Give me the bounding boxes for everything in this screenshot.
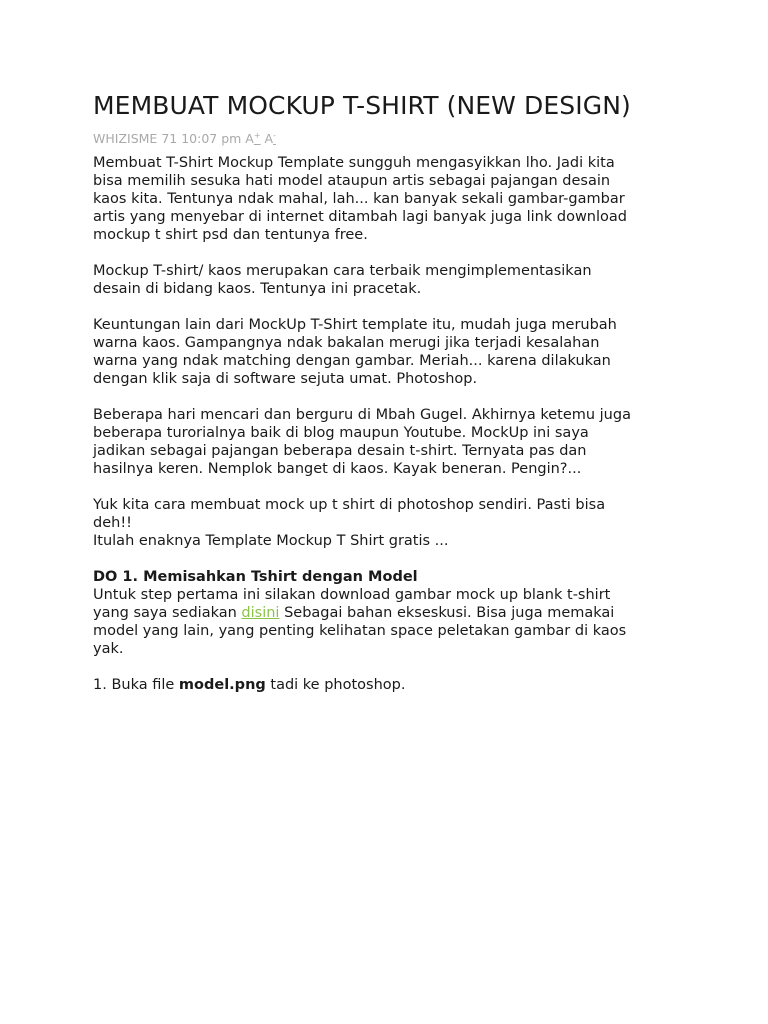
text-line: artis yang menyebar di internet ditambah lagi banyak juga link download — [93, 209, 627, 226]
text-line: Keuntungan lain dari MockUp T-Shirt template itu, mudah juga merubah — [93, 317, 617, 334]
font-decrease-button[interactable] — [265, 128, 276, 147]
paragraph-5 — [93, 496, 683, 550]
author-name[interactable]: WHIZISME — [93, 131, 158, 147]
text-line: deh!! — [93, 515, 132, 532]
text-line: Yuk kita cara membuat mock up t shirt di photoshop sendiri. Pasti bisa — [93, 497, 606, 514]
article-body — [93, 154, 683, 694]
section-heading — [93, 568, 683, 586]
text-fragment: Sebagai bahan ekseskusi. Bisa juga memakai — [284, 605, 615, 622]
paragraph-2 — [93, 262, 683, 298]
section-do-1 — [93, 568, 683, 658]
font-increase-sup: + — [253, 131, 261, 140]
post-day: 71 — [161, 131, 178, 147]
article — [93, 88, 683, 694]
text-line: warna yang ndak matching dengan gambar. Meriah... karena dilakukan — [93, 353, 611, 370]
text-line: warna kaos. Gampangnya ndak bakalan merugi jika terjadi kesalahan — [93, 335, 600, 352]
download-link[interactable]: disini — [241, 605, 280, 622]
text-line: dengan klik saja di software sejuta umat. Photoshop. — [93, 371, 478, 388]
article-meta — [93, 128, 683, 147]
text-line: Beberapa hari mencari dan berguru di Mbah Gugel. Akhirnya ketemu juga — [93, 407, 631, 424]
text-line: Membuat T-Shirt Mockup Template sungguh mengasyikkan lho. Jadi kita — [93, 155, 615, 172]
text-line: hasilnya keren. Nemplok banget di kaos. Kayak beneran. Pengin?... — [93, 461, 582, 478]
article-title: MEMBUAT MOCKUP T-SHIRT (NEW DESIGN) — [93, 91, 631, 120]
font-increase-label: A — [245, 131, 254, 147]
text-line: Itulah enaknya Template Mockup T Shirt gratis ... — [93, 533, 449, 550]
text-line: Untuk step pertama ini silakan download gambar mock up blank t-shirt — [93, 587, 611, 604]
text-line: jadikan sebagai pajangan beberapa desain t-shirt. Ternyata pas dan — [93, 443, 587, 460]
font-increase-button[interactable] — [245, 128, 260, 147]
section-heading-text: Memisahkan Tshirt dengan Model — [143, 569, 418, 586]
step-1 — [93, 676, 683, 694]
paragraph-1 — [93, 154, 683, 244]
text-line: model yang lain, yang penting kelihatan space peletakan gambar di kaos — [93, 623, 627, 640]
font-decrease-label: A — [264, 131, 274, 147]
text-line: beberapa turorialnya baik di blog maupun Youtube. MockUp ini saya — [93, 425, 589, 442]
paragraph-4 — [93, 406, 683, 478]
paragraph-3 — [93, 316, 683, 388]
text-line: yak. — [93, 641, 124, 658]
font-decrease-sup: - — [273, 131, 276, 140]
text-line: Mockup T-shirt/ kaos merupakan cara terbaik mengimplementasikan — [93, 263, 592, 280]
text-line: mockup t shirt psd dan tentunya free. — [93, 227, 368, 244]
text-line: bisa memilih sesuka hati model ataupun artis sebagai pajangan desain — [93, 173, 611, 190]
text-line: desain di bidang kaos. Tentunya ini pracetak. — [93, 281, 422, 298]
text-fragment: yang saya sediakan — [93, 605, 237, 622]
filename: model.png — [178, 677, 266, 694]
post-time: 10:07 pm — [181, 131, 242, 147]
step-prefix: 1. Buka file — [93, 677, 175, 694]
section-heading-number: DO 1. — [93, 569, 139, 586]
text-line: kaos kita. Tentunya ndak mahal, lah... kan banyak sekali gambar-gambar — [93, 191, 625, 208]
step-suffix: tadi ke photoshop. — [270, 677, 406, 694]
text-line-with-link — [93, 604, 683, 622]
step-line — [93, 676, 683, 694]
